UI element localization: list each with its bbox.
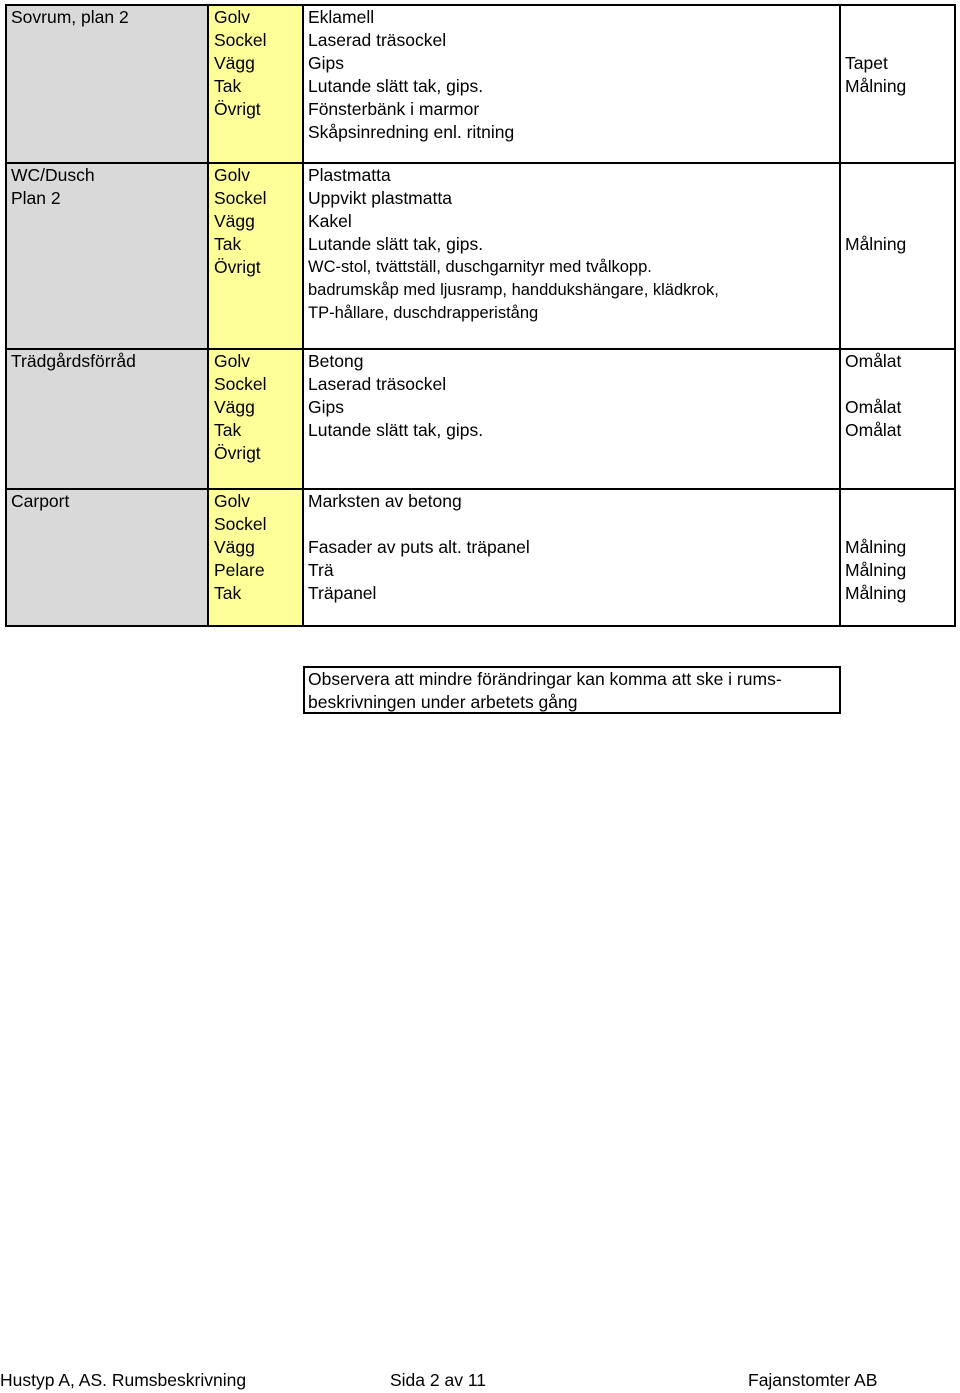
finish-text: Målning: [845, 537, 907, 557]
material-text: Fasader av puts alt. träpanel: [308, 537, 530, 557]
component-label: Golv: [214, 491, 250, 511]
material-cell: [304, 350, 841, 488]
footer-page-number: Sida 2 av 11: [390, 1370, 486, 1390]
room-description-table: [5, 4, 956, 627]
room-name: Carport: [11, 491, 70, 511]
component-label: Övrigt: [214, 257, 261, 277]
finish-text: [845, 6, 954, 29]
material-text: WC-stol, tvättställ, duschgarnityr med tvålkopp.: [308, 258, 652, 276]
material-text: Lutande slätt tak, gips.: [308, 420, 484, 440]
material-text: Gips: [308, 397, 344, 417]
room-cell: [7, 350, 209, 488]
room-name: Trädgårdsförråd: [11, 351, 136, 371]
notice-text: Observera att mindre förändringar kan komma att ske i rums-: [308, 669, 782, 689]
material-text: Kakel: [308, 211, 352, 231]
finish-cell: [841, 164, 954, 348]
room-name: Plan 2: [11, 188, 61, 208]
finish-text: Målning: [845, 234, 907, 254]
finish-cell: [841, 490, 954, 625]
component-label: Sockel: [214, 30, 267, 50]
finish-text: [845, 164, 954, 187]
component-cell: [209, 6, 304, 162]
material-text: Betong: [308, 351, 364, 371]
component-cell: [209, 164, 304, 348]
room-cell: [7, 6, 209, 162]
room-name: WC/Dusch: [11, 165, 95, 185]
table-row: [7, 348, 954, 488]
material-text: Trä: [308, 560, 334, 580]
material-text: Laserad träsockel: [308, 30, 447, 50]
material-text: Laserad träsockel: [308, 374, 447, 394]
finish-text: Omålat: [845, 351, 902, 371]
table-row: [7, 6, 954, 162]
finish-text: [845, 373, 954, 396]
component-label: Sockel: [214, 188, 267, 208]
component-label: Tak: [214, 420, 242, 440]
material-text: Uppvikt plastmatta: [308, 188, 452, 208]
component-label: Sockel: [214, 374, 267, 394]
finish-text: Målning: [845, 76, 907, 96]
component-label: Golv: [214, 7, 250, 27]
finish-text: Målning: [845, 583, 907, 603]
finish-text: Målning: [845, 560, 907, 580]
footer-document-title: Hustyp A, AS. Rumsbeskrivning: [0, 1370, 247, 1390]
component-label: Vägg: [214, 211, 255, 231]
component-cell: [209, 350, 304, 488]
room-name: Sovrum, plan 2: [11, 7, 129, 27]
finish-text: [845, 210, 954, 233]
material-text: Gips: [308, 53, 344, 73]
material-cell: [304, 6, 841, 162]
finish-text: Omålat: [845, 397, 902, 417]
component-label: Golv: [214, 165, 250, 185]
material-cell: [304, 490, 841, 625]
material-text: Lutande slätt tak, gips.: [308, 76, 484, 96]
component-label: Övrigt: [214, 443, 261, 463]
room-cell: [7, 164, 209, 348]
finish-text: Omålat: [845, 420, 902, 440]
component-label: Tak: [214, 234, 242, 254]
material-text: TP-hållare, duschdrapperistång: [308, 304, 539, 322]
finish-text: [845, 187, 954, 210]
component-label: Tak: [214, 583, 242, 603]
table-row: [7, 488, 954, 625]
finish-text: [845, 513, 954, 536]
change-notice-box: [303, 666, 841, 714]
material-text: Plastmatta: [308, 165, 391, 185]
component-label: Pelare: [214, 560, 265, 580]
table-row: [7, 162, 954, 348]
component-label: Golv: [214, 351, 250, 371]
component-label: Övrigt: [214, 99, 261, 119]
page-footer: [0, 1369, 960, 1393]
finish-text: [845, 490, 954, 513]
material-text: Marksten av betong: [308, 491, 462, 511]
finish-cell: [841, 6, 954, 162]
finish-text: [845, 29, 954, 52]
finish-text: Tapet: [845, 53, 888, 73]
material-text: Eklamell: [308, 7, 375, 27]
component-label: Vägg: [214, 537, 255, 557]
notice-text: beskrivningen under arbetets gång: [308, 692, 578, 712]
material-text: [308, 513, 839, 536]
component-cell: [209, 490, 304, 625]
room-cell: [7, 490, 209, 625]
material-text: badrumskåp med ljusramp, handdukshängare, klädkrok,: [308, 281, 719, 299]
footer-company: Fajanstomter AB: [748, 1370, 878, 1390]
component-label: Vägg: [214, 397, 255, 417]
material-text: Träpanel: [308, 583, 377, 603]
material-text: Skåpsinredning enl. ritning: [308, 122, 515, 142]
finish-cell: [841, 350, 954, 488]
component-label: Vägg: [214, 53, 255, 73]
component-label: Tak: [214, 76, 242, 96]
material-text: Fönsterbänk i marmor: [308, 99, 480, 119]
material-text: Lutande slätt tak, gips.: [308, 234, 484, 254]
component-label: Sockel: [214, 514, 267, 534]
material-cell: [304, 164, 841, 348]
